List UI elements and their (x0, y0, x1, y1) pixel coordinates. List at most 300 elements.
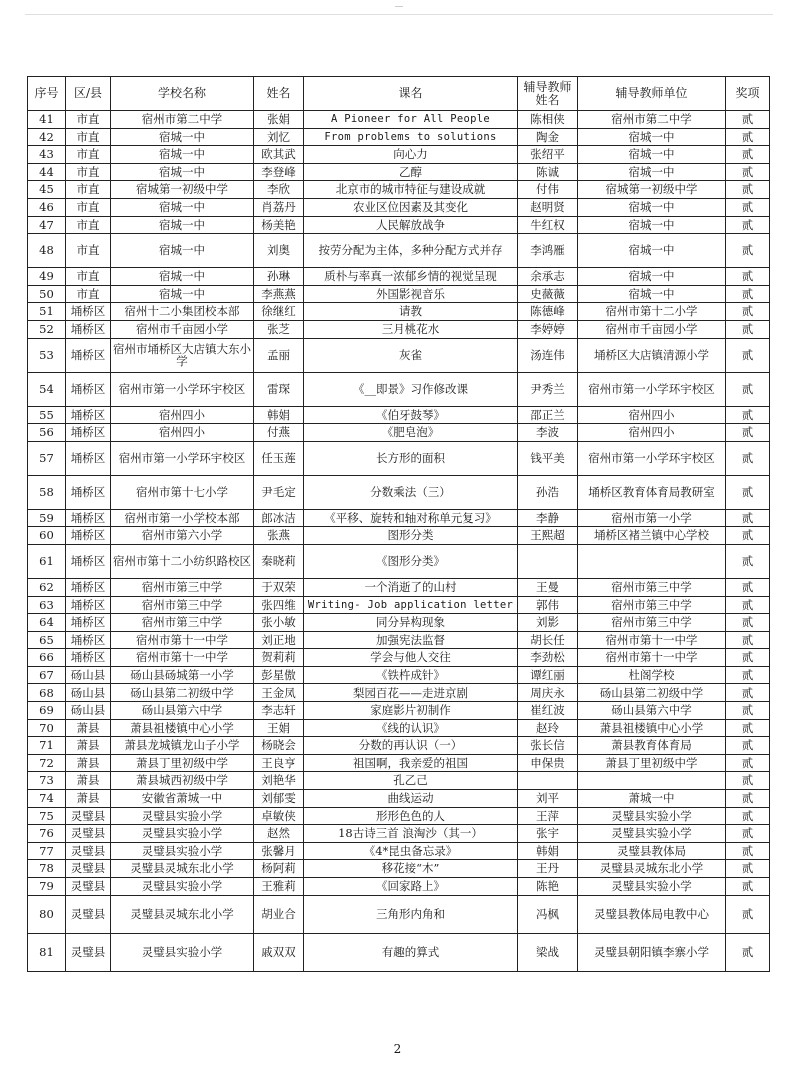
table-row (28, 111, 770, 129)
cell-award: 贰 (726, 666, 770, 684)
cell-school: 萧县龙城镇龙山子小学 (111, 737, 254, 755)
cell-award: 贰 (726, 424, 770, 442)
cell-award: 贰 (726, 933, 770, 971)
cell-index: 46 (28, 198, 66, 216)
cell-district: 市直 (66, 268, 111, 286)
cell-course: 移花接“木” (304, 860, 518, 878)
cell-course: 灰雀 (304, 338, 518, 372)
table-row (28, 614, 770, 632)
cell-mentor-name: 申保贵 (518, 754, 578, 772)
cell-award: 贰 (726, 737, 770, 755)
cell-course: 形形色色的人 (304, 807, 518, 825)
cell-index: 50 (28, 285, 66, 303)
table-row (28, 807, 770, 825)
cell-name: 张燕 (254, 527, 304, 545)
cell-index: 58 (28, 475, 66, 509)
cell-course: 有趣的算式 (304, 933, 518, 971)
cell-award: 贰 (726, 268, 770, 286)
table-row (28, 320, 770, 338)
cell-course: 分数乘法（三） (304, 475, 518, 509)
cell-index: 68 (28, 684, 66, 702)
cell-award: 贰 (726, 754, 770, 772)
cell-mentor-unit: 萧县丁里初级中学 (578, 754, 726, 772)
cell-mentor-name: 李婷婷 (518, 320, 578, 338)
cell-index: 63 (28, 596, 66, 614)
cell-course: 家庭影片初制作 (304, 702, 518, 720)
cell-name: 刘正地 (254, 631, 304, 649)
cell-award: 贰 (726, 198, 770, 216)
cell-mentor-unit: 灵璧县实验小学 (578, 878, 726, 896)
cell-name: 张小敏 (254, 614, 304, 632)
cell-award: 贰 (726, 320, 770, 338)
cell-mentor-unit: 砀山县第二初级中学 (578, 684, 726, 702)
cell-district: 砀山县 (66, 684, 111, 702)
cell-course: 《回家路上》 (304, 878, 518, 896)
cell-mentor-name: 周庆永 (518, 684, 578, 702)
cell-district: 埇桥区 (66, 631, 111, 649)
cell-name: 张娟 (254, 111, 304, 129)
cell-name: 李燕燕 (254, 285, 304, 303)
cell-index: 80 (28, 895, 66, 933)
cell-index: 76 (28, 825, 66, 843)
cell-award: 贰 (726, 111, 770, 129)
cell-school: 宿州市千亩园小学 (111, 320, 254, 338)
cell-district: 埇桥区 (66, 596, 111, 614)
cell-mentor-name: 梁战 (518, 933, 578, 971)
cell-course: 18古诗三首 浪淘沙（其一） (304, 825, 518, 843)
cell-award: 贰 (726, 825, 770, 843)
cell-mentor-name: 赵玲 (518, 719, 578, 737)
cell-award: 贰 (726, 475, 770, 509)
table-row (28, 596, 770, 614)
cell-mentor-name: 陈诚 (518, 163, 578, 181)
cell-course: 《4*昆虫备忘录》 (304, 842, 518, 860)
cell-district: 砀山县 (66, 666, 111, 684)
cell-school: 宿州市第十七小学 (111, 475, 254, 509)
cell-mentor-name: 付伟 (518, 181, 578, 199)
cell-district: 萧县 (66, 719, 111, 737)
table-row (28, 424, 770, 442)
cell-name: 戚双双 (254, 933, 304, 971)
cell-course: 曲线运动 (304, 790, 518, 808)
cell-mentor-name: 崔红波 (518, 702, 578, 720)
cell-mentor-unit: 砀山县第六中学 (578, 702, 726, 720)
cell-district: 市直 (66, 234, 111, 268)
cell-mentor-unit: 灵璧县教体局电教中心 (578, 895, 726, 933)
table-row (28, 163, 770, 181)
cell-mentor-name: 张宇 (518, 825, 578, 843)
cell-course: 图形分类 (304, 527, 518, 545)
cell-award: 贰 (726, 578, 770, 596)
cell-award: 贰 (726, 684, 770, 702)
cell-course: 祖国啊，我亲爱的祖国 (304, 754, 518, 772)
cell-course: 一个消逝了的山村 (304, 578, 518, 596)
cell-mentor-unit (578, 544, 726, 578)
cell-name: 李登峰 (254, 163, 304, 181)
cell-name: 刘艳华 (254, 772, 304, 790)
cell-mentor-unit: 宿城一中 (578, 198, 726, 216)
cell-district: 萧县 (66, 737, 111, 755)
cell-course: A Pioneer for All People (304, 111, 518, 129)
cell-index: 66 (28, 649, 66, 667)
table-row (28, 842, 770, 860)
cell-course: 孔乙己 (304, 772, 518, 790)
cell-course: 乙醇 (304, 163, 518, 181)
cell-school: 宿州市第三中学 (111, 596, 254, 614)
cell-index: 57 (28, 441, 66, 475)
cell-index: 55 (28, 406, 66, 424)
cell-mentor-unit: 宿州市第十一中学 (578, 649, 726, 667)
cell-mentor-name: 邵正兰 (518, 406, 578, 424)
cell-name: 孟丽 (254, 338, 304, 372)
cell-school: 宿城第一初级中学 (111, 181, 254, 199)
cell-school: 宿城一中 (111, 234, 254, 268)
cell-mentor-unit: 灵璧县朝阳镇李寨小学 (578, 933, 726, 971)
cell-school: 宿州市第三中学 (111, 578, 254, 596)
cell-school: 宿州市第十一中学 (111, 649, 254, 667)
cell-name: 付燕 (254, 424, 304, 442)
cell-name: 徐继红 (254, 303, 304, 321)
cell-school: 宿州市第六小学 (111, 527, 254, 545)
table-row (28, 825, 770, 843)
table-row (28, 790, 770, 808)
cell-mentor-unit: 萧县祖楼镇中心小学 (578, 719, 726, 737)
cell-mentor-unit: 灵璧县实验小学 (578, 807, 726, 825)
cell-name: 于双荣 (254, 578, 304, 596)
cell-index: 81 (28, 933, 66, 971)
cell-school: 灵璧县实验小学 (111, 878, 254, 896)
cell-school: 宿州四小 (111, 406, 254, 424)
cell-award: 贰 (726, 146, 770, 164)
cell-district: 埇桥区 (66, 649, 111, 667)
table-row (28, 128, 770, 146)
cell-school: 宿州市埇桥区大店镇大东小学 (111, 338, 254, 372)
header-name: 姓名 (254, 77, 304, 111)
cell-award: 贰 (726, 842, 770, 860)
cell-school: 灵璧县灵城东北小学 (111, 895, 254, 933)
table-row (28, 285, 770, 303)
cell-mentor-unit: 宿州市第三中学 (578, 596, 726, 614)
page-number: 2 (393, 1042, 402, 1056)
cell-index: 74 (28, 790, 66, 808)
cell-award: 贰 (726, 527, 770, 545)
cell-school: 宿城一中 (111, 198, 254, 216)
cell-name: 王金凤 (254, 684, 304, 702)
cell-name: 杨晓会 (254, 737, 304, 755)
cell-name: 任玉莲 (254, 441, 304, 475)
cell-name: 尹毛定 (254, 475, 304, 509)
cell-mentor-unit: 灵璧县灵城东北小学 (578, 860, 726, 878)
cell-school: 宿州市第二中学 (111, 111, 254, 129)
cell-index: 67 (28, 666, 66, 684)
cell-mentor-name: 冯枫 (518, 895, 578, 933)
cell-name: 赵然 (254, 825, 304, 843)
cell-index: 42 (28, 128, 66, 146)
table-row (28, 406, 770, 424)
cell-mentor-unit: 宿城第一初级中学 (578, 181, 726, 199)
cell-district: 灵璧县 (66, 895, 111, 933)
cell-name: 刘奥 (254, 234, 304, 268)
cell-name: 王娟 (254, 719, 304, 737)
cell-mentor-name: 韩娟 (518, 842, 578, 860)
cell-district: 埇桥区 (66, 424, 111, 442)
cell-district: 萧县 (66, 754, 111, 772)
cell-district: 埇桥区 (66, 441, 111, 475)
table-row (28, 631, 770, 649)
header-index: 序号 (28, 77, 66, 111)
cell-school: 宿州市第三中学 (111, 614, 254, 632)
cell-mentor-name: 钱平美 (518, 441, 578, 475)
cell-district: 灵璧县 (66, 825, 111, 843)
cell-course: 《肥皂泡》 (304, 424, 518, 442)
cell-mentor-name: 陈德峰 (518, 303, 578, 321)
cell-district: 灵璧县 (66, 933, 111, 971)
cell-school: 宿城一中 (111, 146, 254, 164)
cell-index: 60 (28, 527, 66, 545)
cell-mentor-unit (578, 772, 726, 790)
cell-mentor-unit: 宿州四小 (578, 424, 726, 442)
cell-district: 萧县 (66, 772, 111, 790)
header-course: 课名 (304, 77, 518, 111)
cell-award: 贰 (726, 702, 770, 720)
cell-course: 外国影视音乐 (304, 285, 518, 303)
cell-name: 贺莉莉 (254, 649, 304, 667)
cell-course: 农业区位因素及其变化 (304, 198, 518, 216)
cell-mentor-unit: 埇桥区教育体育局教研室 (578, 475, 726, 509)
cell-award: 贰 (726, 234, 770, 268)
cell-course: 北京市的城市特征与建设成就 (304, 181, 518, 199)
cell-name: 张芝 (254, 320, 304, 338)
cell-district: 市直 (66, 285, 111, 303)
table-row (28, 737, 770, 755)
cell-mentor-unit: 灵璧县教体局 (578, 842, 726, 860)
cell-district: 埇桥区 (66, 527, 111, 545)
cell-school: 宿城一中 (111, 216, 254, 234)
cell-course: 三角形内角和 (304, 895, 518, 933)
cell-mentor-name: 胡长任 (518, 631, 578, 649)
cell-index: 49 (28, 268, 66, 286)
cell-award: 贰 (726, 338, 770, 372)
cell-school: 灵璧县实验小学 (111, 933, 254, 971)
cell-course: Writing- Job application letter (304, 596, 518, 614)
cell-mentor-name (518, 772, 578, 790)
cell-name: 张四维 (254, 596, 304, 614)
cell-index: 77 (28, 842, 66, 860)
cell-district: 埇桥区 (66, 614, 111, 632)
cell-award: 贰 (726, 878, 770, 896)
cell-course: 《线的认识》 (304, 719, 518, 737)
cell-name: 彭星傲 (254, 666, 304, 684)
cell-mentor-unit: 宿州市第三中学 (578, 578, 726, 596)
cell-mentor-name: 王曼 (518, 578, 578, 596)
cell-mentor-name: 李波 (518, 424, 578, 442)
cell-school: 灵璧县实验小学 (111, 842, 254, 860)
cell-district: 灵璧县 (66, 807, 111, 825)
cell-mentor-name: 李劲松 (518, 649, 578, 667)
cell-index: 47 (28, 216, 66, 234)
table-row (28, 441, 770, 475)
table-row (28, 933, 770, 971)
cell-name: 孙琳 (254, 268, 304, 286)
header-award: 奖项 (726, 77, 770, 111)
cell-award: 贰 (726, 372, 770, 406)
cell-course: 学会与他人交往 (304, 649, 518, 667)
cell-mentor-unit: 宿城一中 (578, 268, 726, 286)
cell-mentor-unit: 萧县教育体育局 (578, 737, 726, 755)
table-row (28, 860, 770, 878)
cell-award: 贰 (726, 649, 770, 667)
cell-award: 贰 (726, 509, 770, 527)
cell-index: 72 (28, 754, 66, 772)
cell-course: 《铁杵成针》 (304, 666, 518, 684)
table-row (28, 666, 770, 684)
cell-award: 贰 (726, 614, 770, 632)
cell-index: 53 (28, 338, 66, 372)
cell-award: 贰 (726, 719, 770, 737)
cell-school: 萧县祖楼镇中心小学 (111, 719, 254, 737)
cell-index: 71 (28, 737, 66, 755)
cell-index: 69 (28, 702, 66, 720)
cell-mentor-name (518, 544, 578, 578)
cell-district: 埇桥区 (66, 544, 111, 578)
cell-index: 61 (28, 544, 66, 578)
cell-mentor-unit: 宿州市第一小学环宇校区 (578, 441, 726, 475)
cell-district: 市直 (66, 146, 111, 164)
cell-mentor-name: 郭伟 (518, 596, 578, 614)
cell-award: 贰 (726, 596, 770, 614)
cell-mentor-unit: 埇桥区褚兰镇中心学校 (578, 527, 726, 545)
table-row (28, 509, 770, 527)
table-row (28, 649, 770, 667)
cell-district: 埇桥区 (66, 303, 111, 321)
cell-mentor-name: 孙浩 (518, 475, 578, 509)
cell-school: 砀山县第六中学 (111, 702, 254, 720)
table-row (28, 372, 770, 406)
cell-district: 埇桥区 (66, 475, 111, 509)
header-mentor-name: 辅导教师姓名 (518, 77, 578, 111)
cell-school: 砀山县砀城第一小学 (111, 666, 254, 684)
cell-school: 宿城一中 (111, 128, 254, 146)
cell-index: 79 (28, 878, 66, 896)
cell-award: 贰 (726, 303, 770, 321)
cell-award: 贰 (726, 860, 770, 878)
cell-school: 宿城一中 (111, 268, 254, 286)
cell-name: 韩娟 (254, 406, 304, 424)
cell-course: 《__即景》习作修改课 (304, 372, 518, 406)
cell-course: 《图形分类》 (304, 544, 518, 578)
cell-index: 56 (28, 424, 66, 442)
cell-district: 萧县 (66, 790, 111, 808)
cell-mentor-unit: 宿州市第一小学 (578, 509, 726, 527)
cell-district: 埇桥区 (66, 509, 111, 527)
cell-name: 杨美艳 (254, 216, 304, 234)
cell-index: 44 (28, 163, 66, 181)
cell-mentor-unit: 宿州市第一小学环宇校区 (578, 372, 726, 406)
cell-district: 灵璧县 (66, 878, 111, 896)
cell-course: 质朴与率真一浓郁乡情的视觉呈现 (304, 268, 518, 286)
cell-name: 李欣 (254, 181, 304, 199)
cell-mentor-name: 余承志 (518, 268, 578, 286)
header-school: 学校名称 (111, 77, 254, 111)
cell-name: 卓敏侠 (254, 807, 304, 825)
cell-name: 欧其武 (254, 146, 304, 164)
cell-award: 贰 (726, 216, 770, 234)
cell-school: 灵璧县实验小学 (111, 807, 254, 825)
cell-course: 长方形的面积 (304, 441, 518, 475)
cell-course: 《伯牙鼓琴》 (304, 406, 518, 424)
cell-award: 贰 (726, 790, 770, 808)
cell-course: 同分异构现象 (304, 614, 518, 632)
cell-index: 41 (28, 111, 66, 129)
cell-district: 埇桥区 (66, 320, 111, 338)
cell-district: 市直 (66, 198, 111, 216)
cell-district: 市直 (66, 216, 111, 234)
cell-course: 分数的再认识（一） (304, 737, 518, 755)
table-row (28, 181, 770, 199)
cell-mentor-name: 陈相侠 (518, 111, 578, 129)
table-row (28, 578, 770, 596)
cell-district: 埇桥区 (66, 406, 111, 424)
cell-school: 宿城一中 (111, 163, 254, 181)
cell-school: 萧县城西初级中学 (111, 772, 254, 790)
cell-name: 李志轩 (254, 702, 304, 720)
cell-district: 埇桥区 (66, 372, 111, 406)
cell-award: 贰 (726, 285, 770, 303)
cell-name: 刘郁雯 (254, 790, 304, 808)
table-header-row (28, 77, 770, 111)
header-mentor-unit: 辅导教师单位 (578, 77, 726, 111)
cell-district: 市直 (66, 181, 111, 199)
cell-award: 贰 (726, 895, 770, 933)
cell-mentor-name: 谭红丽 (518, 666, 578, 684)
cell-name: 杨阿莉 (254, 860, 304, 878)
cell-index: 73 (28, 772, 66, 790)
cell-district: 灵璧县 (66, 842, 111, 860)
awards-table (27, 76, 770, 972)
cell-course: 《平移、旋转和轴对称单元复习》 (304, 509, 518, 527)
cell-award: 贰 (726, 163, 770, 181)
cell-mentor-unit: 萧城一中 (578, 790, 726, 808)
header-district: 区/县 (66, 77, 111, 111)
cell-mentor-unit: 宿城一中 (578, 216, 726, 234)
cell-school: 宿城一中 (111, 285, 254, 303)
cell-course: 梨园百花——走进京剧 (304, 684, 518, 702)
cell-mentor-name: 李静 (518, 509, 578, 527)
cell-mentor-unit: 宿州市千亩园小学 (578, 320, 726, 338)
cell-school: 宿州市第十一中学 (111, 631, 254, 649)
cell-mentor-name: 汤连伟 (518, 338, 578, 372)
cell-mentor-unit: 宿州市第十一中学 (578, 631, 726, 649)
table-row (28, 527, 770, 545)
cell-district: 埇桥区 (66, 578, 111, 596)
cell-index: 78 (28, 860, 66, 878)
cell-index: 52 (28, 320, 66, 338)
table-row (28, 475, 770, 509)
cell-school: 宿州市第一小学环宇校区 (111, 441, 254, 475)
cell-course: 加强宪法监督 (304, 631, 518, 649)
cell-mentor-name: 陈艳 (518, 878, 578, 896)
cell-name: 郎冰洁 (254, 509, 304, 527)
cell-district: 埇桥区 (66, 338, 111, 372)
cell-mentor-unit: 宿州市第二中学 (578, 111, 726, 129)
cell-district: 市直 (66, 111, 111, 129)
cell-school: 砀山县第二初级中学 (111, 684, 254, 702)
cell-mentor-name: 刘平 (518, 790, 578, 808)
cell-award: 贰 (726, 406, 770, 424)
cell-course: 三月桃花水 (304, 320, 518, 338)
cell-course: From problems to solutions (304, 128, 518, 146)
cell-district: 砀山县 (66, 702, 111, 720)
